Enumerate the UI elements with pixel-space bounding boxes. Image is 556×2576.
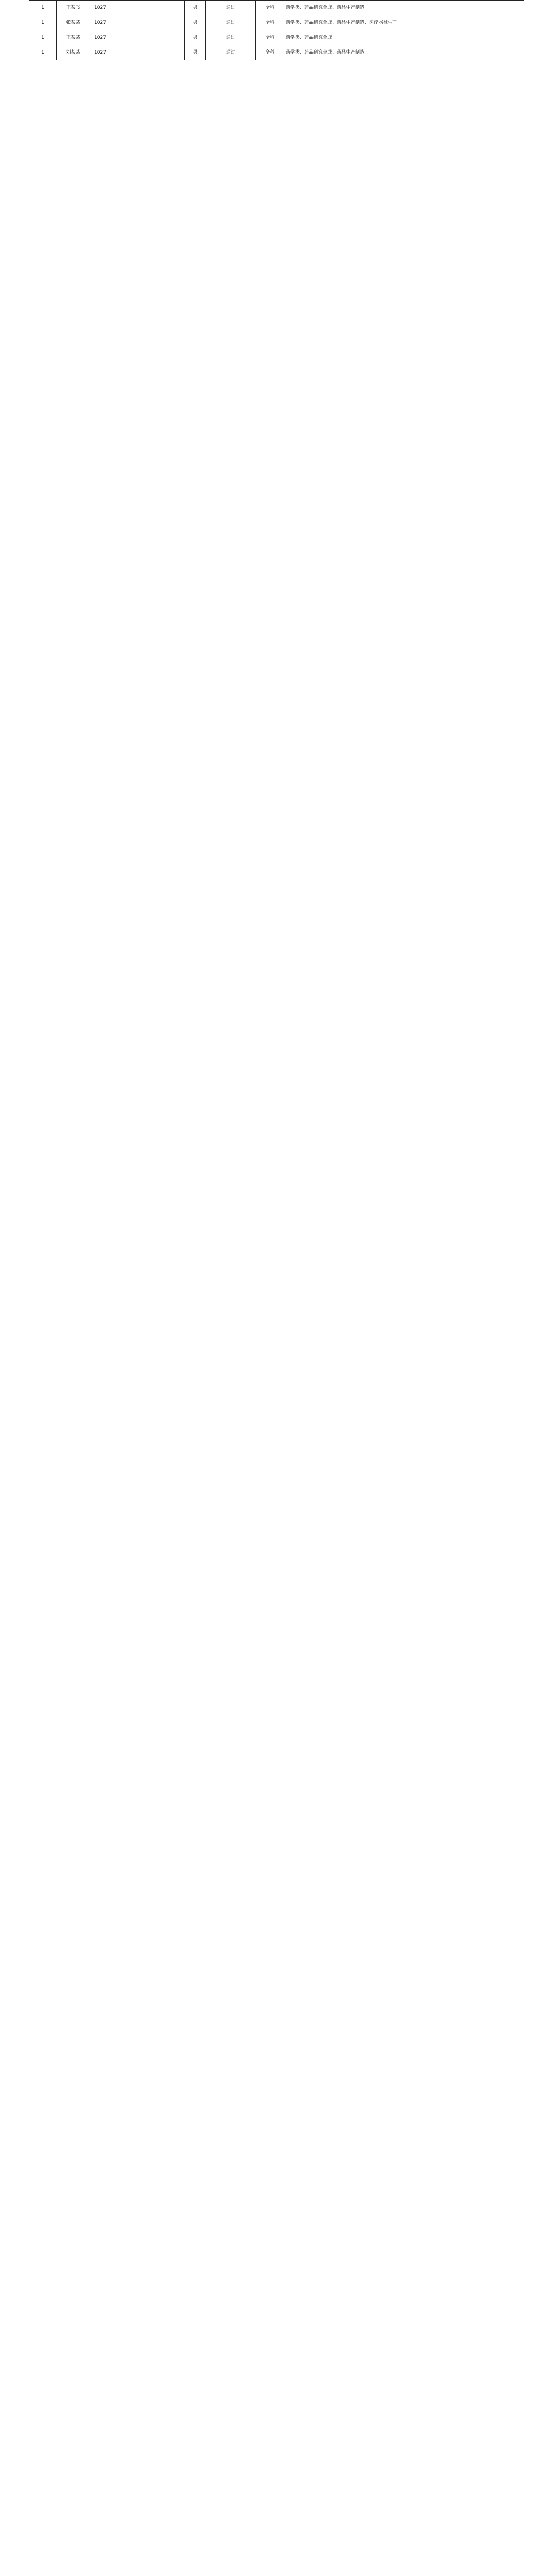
cell-sex: 男 xyxy=(185,15,206,30)
cell-result: 通过 xyxy=(206,45,256,60)
cell-id: 1027 xyxy=(90,45,185,60)
cell-id: 1027 xyxy=(90,15,185,30)
roster-table xyxy=(29,0,524,60)
roster-rows xyxy=(29,1,525,60)
cell-result: 通过 xyxy=(206,15,256,30)
cell-result: 通过 xyxy=(206,1,256,15)
cell-no: 1 xyxy=(29,30,57,45)
roster-sheet xyxy=(29,0,524,2576)
cell-name: 王某某 xyxy=(57,30,90,45)
table-row xyxy=(29,15,525,30)
cell-result: 通过 xyxy=(206,30,256,45)
cell-category: 药学类、药品研究合成、药品生产制造 xyxy=(284,1,525,15)
cell-no: 1 xyxy=(29,1,57,15)
table-row xyxy=(29,45,525,60)
cell-id: 1027 xyxy=(90,1,185,15)
cell-scope: 全科 xyxy=(256,1,284,15)
cell-id: 1027 xyxy=(90,30,185,45)
cell-name: 张某某 xyxy=(57,15,90,30)
cell-no: 1 xyxy=(29,45,57,60)
cell-category: 药学类、药品研究合成、药品生产制造 xyxy=(284,45,525,60)
cell-name: 刘某某 xyxy=(57,45,90,60)
table-row xyxy=(29,30,525,45)
cell-scope: 全科 xyxy=(256,45,284,60)
cell-name: 王某飞 xyxy=(57,1,90,15)
cell-sex: 男 xyxy=(185,30,206,45)
cell-no: 1 xyxy=(29,15,57,30)
cell-sex: 男 xyxy=(185,1,206,15)
cell-scope: 全科 xyxy=(256,30,284,45)
cell-sex: 男 xyxy=(185,45,206,60)
cell-category: 药学类、药品研究合成、药品生产制造、医疗器械生产 xyxy=(284,15,525,30)
cell-scope: 全科 xyxy=(256,15,284,30)
cell-category: 药学类、药品研究合成 xyxy=(284,30,525,45)
table-row xyxy=(29,1,525,15)
